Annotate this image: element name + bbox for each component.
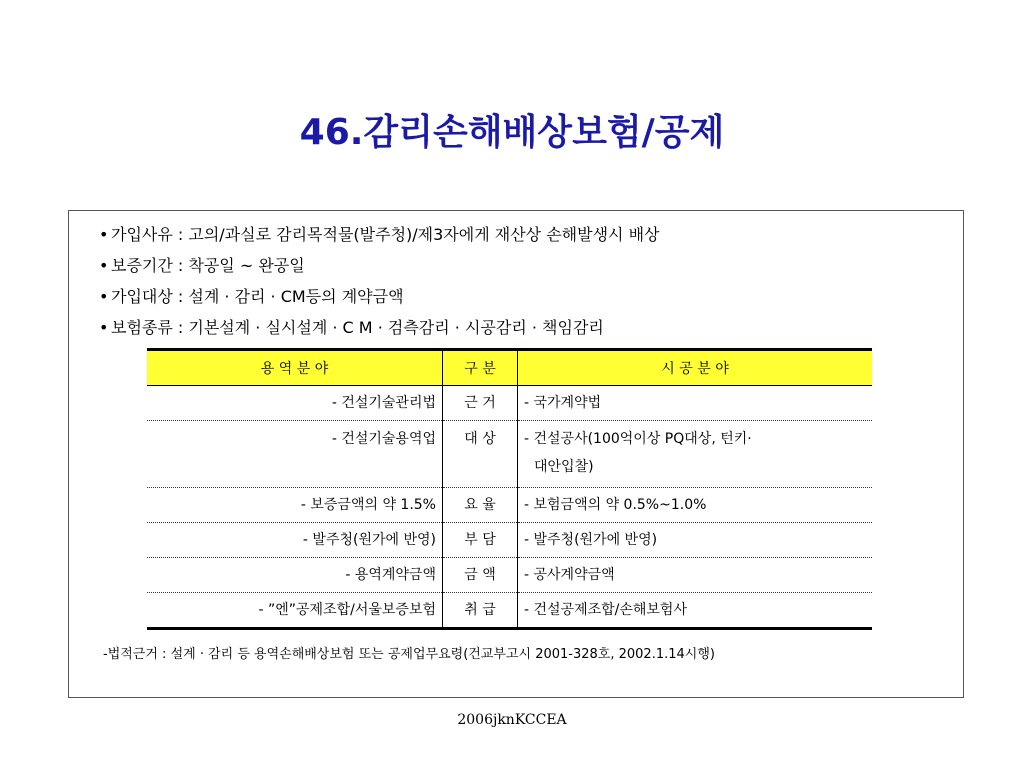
cell-construction-line1: - 건설공사(100억이상 PQ대상, 턴키· [524,431,752,447]
cell-category: 요 율 [443,488,518,523]
comparison-table [147,348,872,630]
legal-basis-note: -법적근거 : 설계 · 감리 등 용역손해배상보험 또는 공제업무요령(건교부고시 2001-328호, 2002.1.14시행) [103,647,715,662]
header-category: 구 분 [443,350,518,386]
cell-service: - 건설기술관리법 [147,386,443,421]
cell-service: - ”엔”공제조합/서울보증보험 [147,593,443,629]
bullet-item [99,219,660,250]
header-service-field: 용 역 분 야 [147,350,443,386]
bullet-item [99,281,660,312]
bullet-text: 보험종류 : 기본설계 · 실시설계 · C M · 검측감리 · 시공감리 · 책임감리 [111,318,604,337]
cell-service: - 발주청(원가에 반영) [147,523,443,558]
cell-construction [518,421,873,488]
cell-construction-line2: 대안입찰) [534,459,594,475]
bullet-item [99,312,660,343]
cell-category: 금 액 [443,558,518,593]
table-row [147,558,872,593]
bullet-dot-icon: • [99,256,109,275]
cell-construction: - 공사계약금액 [518,558,873,593]
cell-category: 대 상 [443,421,518,488]
cell-category: 부 담 [443,523,518,558]
cell-category: 근 거 [443,386,518,421]
cell-service: - 용역계약금액 [147,558,443,593]
cell-construction: - 보험금액의 약 0.5%~1.0% [518,488,873,523]
table-row [147,523,872,558]
table-row [147,488,872,523]
bullet-dot-icon: • [99,318,109,337]
table-row [147,386,872,421]
cell-construction: - 건설공제조합/손해보험사 [518,593,873,629]
cell-construction: - 국가계약법 [518,386,873,421]
slide-footer: 2006jknKCCEA [457,712,567,728]
bullet-text: 가입사유 : 고의/과실로 감리목적물(발주청)/제3자에게 재산상 손해발생시 배상 [111,225,660,244]
cell-category: 취 급 [443,593,518,629]
cell-construction: - 발주청(원가에 반영) [518,523,873,558]
slide-title: 46.감리손해배상보험/공제 [299,112,725,153]
cell-service: - 건설기술용역업 [147,421,443,488]
bullet-item [99,250,660,281]
table-row [147,593,872,629]
bullet-text: 보증기간 : 착공일 ~ 완공일 [111,256,305,275]
header-construction-field: 시 공 분 야 [518,350,873,386]
bullet-text: 가입대상 : 설계 · 감리 · CM등의 계약금액 [111,287,404,306]
bullet-list [99,219,660,343]
table-header-row [147,350,872,386]
bullet-dot-icon: • [99,287,109,306]
table-row [147,421,872,488]
content-box [68,210,964,698]
bullet-dot-icon: • [99,225,109,244]
cell-service: - 보증금액의 약 1.5% [147,488,443,523]
